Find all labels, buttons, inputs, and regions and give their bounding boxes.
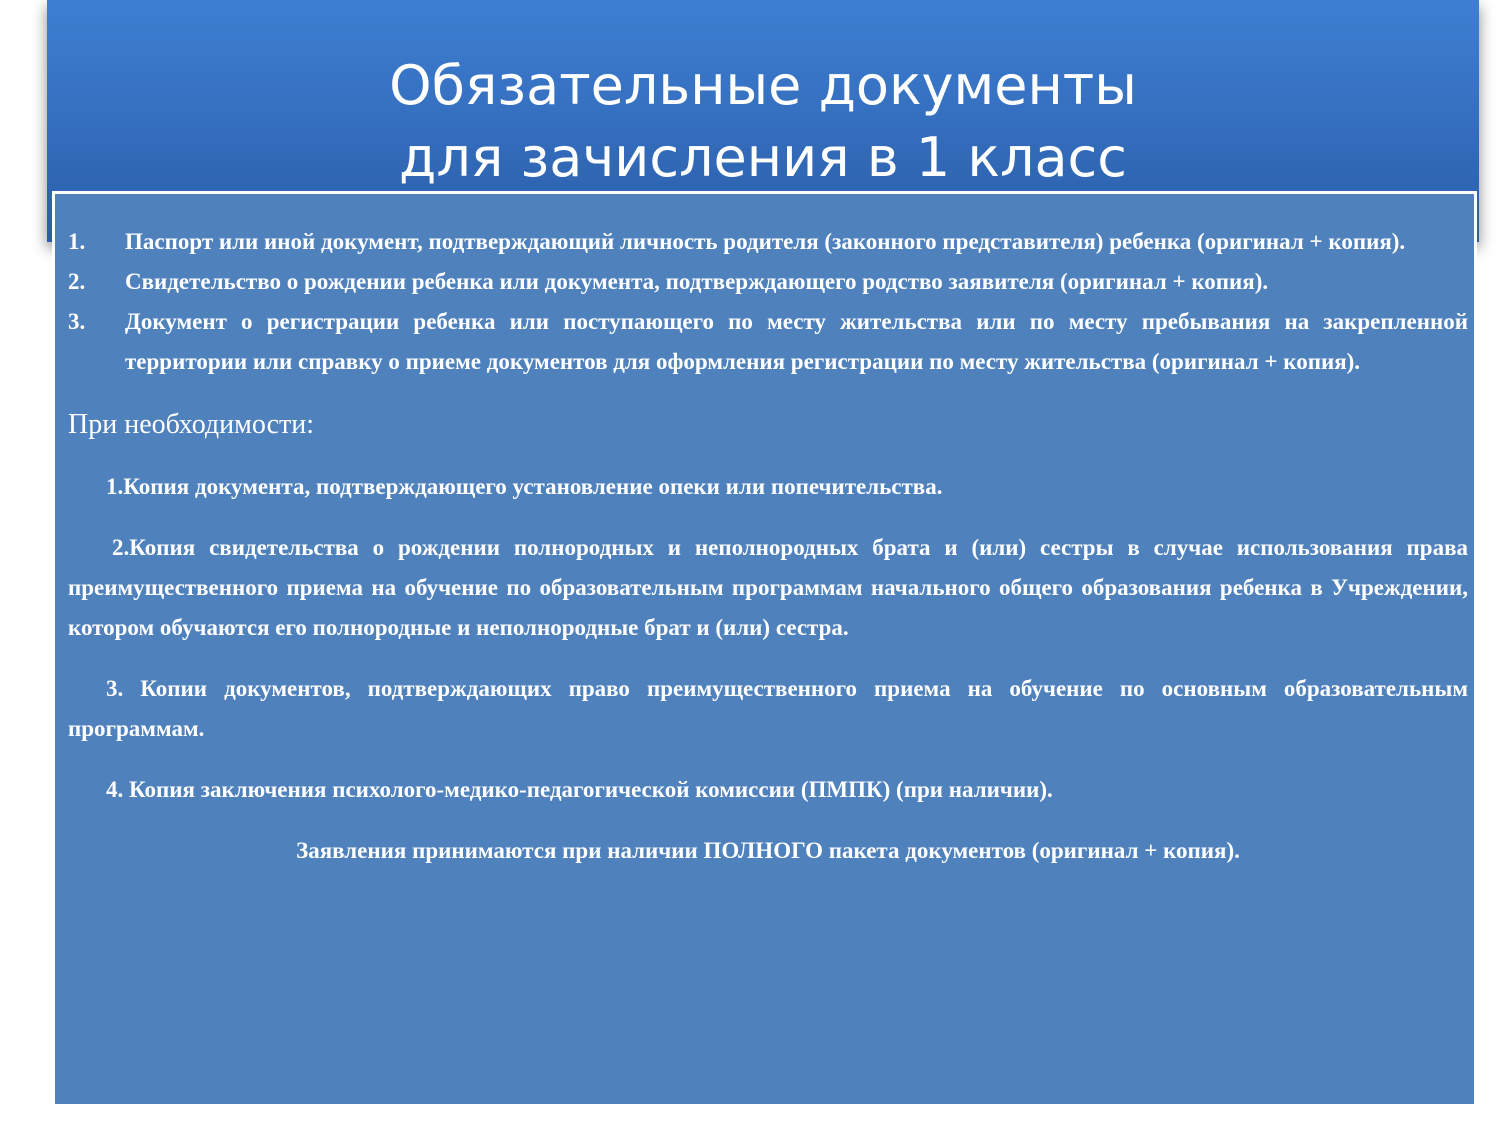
list-item-number: 3. xyxy=(68,309,86,334)
conditional-item: 1.Копия документа, подтверждающего установление опеки или попечительства. xyxy=(106,474,943,499)
conditional-heading: При необходимости: xyxy=(68,409,314,440)
conditional-item: 2.Копия свидетельства о рождении полнородных и неполнородных брата и (или) сестры в случае использования права преимущественного приема на обучение по образовательным программам начального общего образования ребенка в Учреждении, котором обучаются его полнородные и неполнородные брат и (или) сестра. xyxy=(68,535,1468,640)
content-text xyxy=(68,222,1468,871)
slide-title-line-2: для зачисления в 1 класс xyxy=(399,126,1127,189)
list-item-text: Паспорт или иной документ, подтверждающий личность родителя (законного представителя) ребенка (оригинал + копия). xyxy=(125,229,1406,254)
conditional-item: 3. Копии документов, подтверждающих право преимущественного приема на обучение по основным образовательным программам. xyxy=(68,676,1468,741)
slide-title-line-1: Обязательные документы xyxy=(389,54,1137,117)
conditional-item: 4. Копия заключения психолого-медико-педагогической комиссии (ПМПК) (при наличии). xyxy=(106,777,1053,802)
list-item-number: 2. xyxy=(68,269,86,294)
slide-title xyxy=(47,50,1479,194)
list-item-text: Документ о регистрации ребенка или поступающего по месту жительства или по месту пребывания на закрепленной территории или справку о приеме документов для оформления регистрации по месту жительства (оригинал + копия). xyxy=(125,309,1468,374)
list-item-text: Свидетельство о рождении ребенка или документа, подтверждающего родство заявителя (оригинал + копия). xyxy=(125,269,1269,294)
list-item xyxy=(68,262,1468,302)
required-documents-list xyxy=(68,222,1468,382)
list-item xyxy=(68,302,1468,382)
footer-note: Заявления принимаются при наличии ПОЛНОГО пакета документов (оригинал + копия). xyxy=(296,838,1240,863)
list-item xyxy=(68,222,1468,262)
list-item-number: 1. xyxy=(68,229,86,254)
